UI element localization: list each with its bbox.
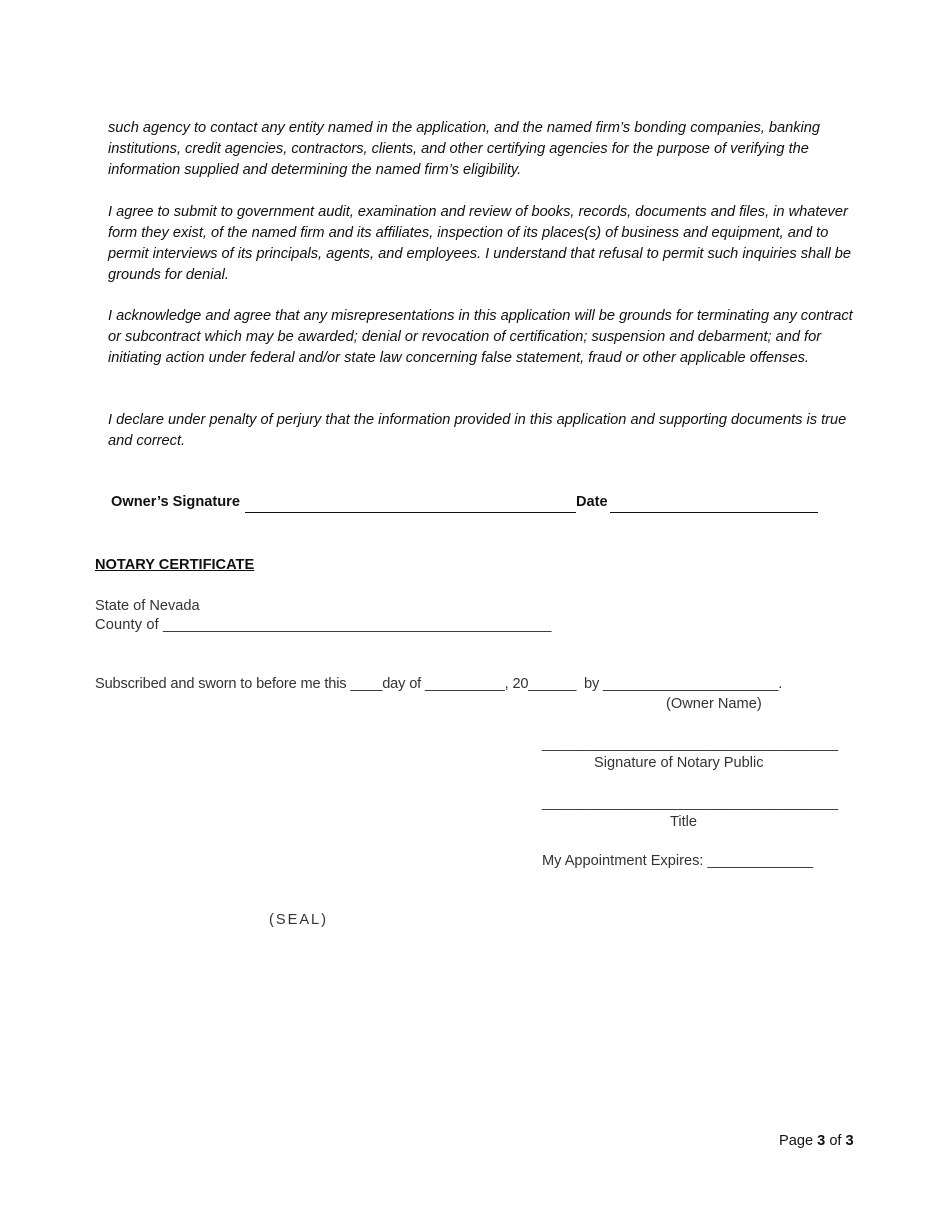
owner-signature-label: Owner’s Signature [111, 494, 240, 510]
page-total: 3 [845, 1133, 854, 1149]
date-line[interactable] [610, 512, 818, 513]
title-caption: Title [670, 814, 698, 830]
page-of: of [825, 1133, 846, 1149]
state-line: State of Nevada [95, 598, 200, 614]
page-prefix: Page [779, 1133, 818, 1149]
paragraph-misrepresentation: I acknowledge and agree that any misrepresentations in this application will be grounds for terminating any contract or subcontract which may be awarded; denial or revocation of certification; suspension and debarment; and for initiating action under federal and/or state law concerning false statement, fraud or other applicable offenses. [108, 308, 853, 366]
notary-signature-caption: Signature of Notary Public [594, 755, 764, 771]
sworn-statement-line: Subscribed and sworn to before me this ____day of __________, 20______ by ______________________. [95, 676, 783, 692]
paragraph-perjury-declaration: I declare under penalty of perjury that the information provided in this application and supporting documents is true and correct. [108, 412, 847, 449]
seal-placeholder: (SEAL) [269, 912, 329, 928]
paragraph-audit-consent: I agree to submit to government audit, examination and review of books, records, documents and files, in whatever form they exist, of the named firm and its affiliates, inspection of its places(s) of business and equipment, and to permit interviews of its principals, agents, and employees. I understand that refusal to permit such inquiries shall be grounds for denial. [108, 204, 852, 283]
notary-certificate-heading: NOTARY CERTIFICATE [95, 557, 255, 573]
owner-signature-line[interactable] [245, 512, 576, 513]
owner-name-caption: (Owner Name) [666, 696, 762, 712]
county-line: County of _______________________________________________ [95, 617, 552, 633]
notary-signature-line: ___________________________________ [542, 736, 839, 752]
date-label: Date [576, 494, 608, 510]
paragraph-agency-contact: such agency to contact any entity named in the application, and the named firm’s bonding companies, banking institutions, credit agencies, contractors, clients, and other certifying agencies for the purpose of verifying the information supplied and determining the named firm’s eligibility. [108, 120, 821, 178]
page-number [779, 1133, 854, 1149]
appointment-expires-line: My Appointment Expires: _____________ [542, 853, 813, 869]
page-current: 3 [817, 1133, 826, 1149]
title-line: ___________________________________ [542, 795, 839, 811]
owner-signature-row [111, 494, 831, 516]
